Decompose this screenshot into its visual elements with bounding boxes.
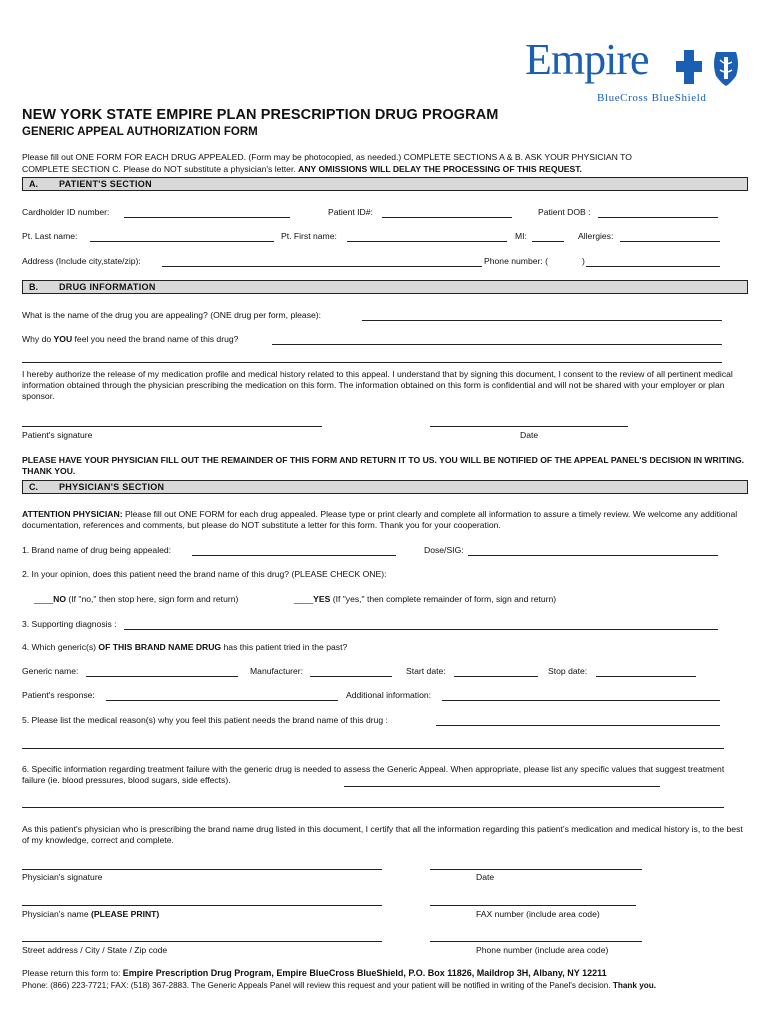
brand-reason-question (22, 334, 238, 345)
physician-signature-line[interactable] (22, 869, 382, 870)
cardholder-label: Cardholder ID number: (22, 207, 110, 217)
manufacturer-label: Manufacturer: (250, 666, 304, 676)
instructions-line-2 (22, 164, 582, 175)
allergies-field[interactable] (620, 241, 720, 242)
brand-name-label: 1. Brand name of drug being appealed: (22, 545, 172, 555)
no-blank[interactable]: ____ (34, 594, 54, 604)
patient-signature-line[interactable] (22, 426, 322, 427)
patient-dob-label: Patient DOB : (538, 207, 591, 217)
no-label: NO (53, 594, 67, 604)
yes-text: (If "yes," then complete remainder of form, sign and return) (330, 594, 557, 604)
physician-date-label: Date (476, 872, 495, 882)
section-c-header (22, 480, 748, 494)
physician-name-label (22, 909, 159, 920)
patient-dob-field[interactable] (598, 217, 718, 218)
label-text: Physician's name (22, 909, 91, 919)
allergies-label: Allergies: (578, 231, 614, 241)
logo-subtitle: BlueCross BlueShield (597, 92, 707, 104)
generic-name-field[interactable] (86, 676, 238, 677)
first-name-field[interactable] (347, 241, 507, 242)
patient-signature-label: Patient's signature (22, 430, 93, 440)
section-label: DRUG INFORMATION (59, 282, 156, 292)
manufacturer-field[interactable] (310, 676, 392, 677)
label-emphasis: (PLEASE PRINT) (91, 909, 160, 919)
brand-reason-field[interactable] (272, 344, 722, 345)
stop-date-field[interactable] (596, 676, 696, 677)
no-checkbox-option[interactable] (34, 594, 238, 605)
patient-id-label: Patient ID#: (328, 207, 373, 217)
footer-thanks: Thank you. (612, 981, 657, 990)
no-text: (If "no," then stop here, sign form and return) (66, 594, 239, 604)
instructions-warning: ANY OMISSIONS WILL DELAY THE PROCESSING OF THIS REQUEST. (298, 164, 582, 174)
dose-sig-field[interactable] (468, 555, 718, 556)
bluecross-blueshield-logo-icon (676, 50, 748, 88)
additional-info-field[interactable] (442, 700, 720, 701)
street-address-line[interactable] (22, 941, 382, 942)
last-name-field[interactable] (90, 241, 274, 242)
fax-label: FAX number (include area code) (476, 909, 600, 919)
section-letter: C. (29, 482, 38, 492)
physician-notice: PLEASE HAVE YOUR PHYSICIAN FILL OUT THE REMAINDER OF THIS FORM AND RETURN IT TO US. YOU WILL BE NOTIFIED OF THE APPEAL PANEL'S DECISION IN WRITING. THANK YOU. (22, 455, 745, 476)
treatment-failure-field-2[interactable] (22, 807, 724, 808)
address-field[interactable] (162, 266, 482, 267)
mi-field[interactable] (532, 241, 564, 242)
certification-statement: As this patient's physician who is prescribing the brand name drug listed in this document, I certify that all the information regarding this patient's medication and medical history is, to the best of my knowledge, correct and complete. (22, 824, 743, 845)
phone-close-paren: ) (582, 256, 585, 266)
street-address-label: Street address / City / State / Zip code (22, 945, 168, 955)
brand-reason-field-2[interactable] (22, 362, 722, 363)
section-label: PHYSICIAN'S SECTION (59, 482, 165, 492)
brand-name-field[interactable] (192, 555, 396, 556)
mi-label: MI: (515, 231, 527, 241)
generic-name-label: Generic name: (22, 666, 79, 676)
cardholder-field[interactable] (124, 217, 290, 218)
attention-text: Please fill out ONE FORM for each drug appealed. Please type or print clearly and complete all information to assure a timely review. We welcome any additional documentation, references and comments, but please do NOT substitute a letter for this form. Thank you for your cooperation. (22, 509, 738, 530)
physician-name-line[interactable] (22, 905, 382, 906)
start-date-label: Start date: (406, 666, 446, 676)
treatment-failure-label: 6. Specific information regarding treatment failure with the generic drug is needed to assess the Generic Appeal. When appropriate, please list any specific values that suggest treatment failure (ie. blood pressures, blood sugars, side effects). (22, 764, 725, 785)
form-subtitle: GENERIC APPEAL AUTHORIZATION FORM (22, 126, 258, 138)
start-date-field[interactable] (454, 676, 538, 677)
last-name-label: Pt. Last name: (22, 231, 78, 241)
logo-wordmark: Empire (525, 35, 649, 84)
return-label: Please return this form to: (22, 968, 123, 978)
physician-date-line[interactable] (430, 869, 642, 870)
question-emphasis: OF THIS BRAND NAME DRUG (98, 642, 222, 652)
instructions-text: COMPLETE SECTION C. Please do NOT substitute a physician's letter. (22, 164, 296, 174)
generics-question (22, 642, 347, 653)
additional-info-label: Additional information: (346, 690, 432, 700)
footer-contact (22, 980, 656, 991)
physician-signature-label: Physician's signature (22, 872, 103, 882)
phone-label: Phone number: ( (484, 256, 549, 266)
question-text: has this patient tried in the past? (221, 642, 348, 652)
question-emphasis: YOU (53, 334, 73, 344)
section-label: PATIENT'S SECTION (59, 179, 152, 189)
medical-reasons-field[interactable] (436, 725, 720, 726)
return-address-text: Empire Prescription Drug Program, Empire BlueCross BlueShield, P.O. Box 11826, Maildrop 3H, Albany, NY 12211 (122, 968, 607, 978)
yes-blank[interactable]: ____ (294, 594, 314, 604)
dose-sig-label: Dose/SIG: (424, 545, 464, 555)
drug-name-question: What is the name of the drug you are appealing? (ONE drug per form, please): (22, 310, 322, 320)
first-name-label: Pt. First name: (281, 231, 337, 241)
stop-date-label: Stop date: (548, 666, 588, 676)
patient-id-field[interactable] (382, 217, 512, 218)
patient-date-line[interactable] (430, 426, 628, 427)
yes-checkbox-option[interactable] (294, 594, 556, 605)
yes-label: YES (313, 594, 331, 604)
section-b-header (22, 280, 748, 294)
question-text: feel you need the brand name of this drug? (72, 334, 239, 344)
section-a-header (22, 177, 748, 191)
section-letter: A. (29, 179, 38, 189)
need-brand-question: 2. In your opinion, does this patient need the brand name of this drug? (PLEASE CHECK ONE): (22, 569, 387, 579)
return-address (22, 968, 607, 979)
physician-phone-label: Phone number (include area code) (476, 945, 609, 955)
drug-name-field[interactable] (362, 320, 722, 321)
address-label: Address (Include city,state/zip): (22, 256, 141, 266)
section-letter: B. (29, 282, 38, 292)
treatment-failure-field[interactable] (344, 786, 660, 787)
question-text: Why do (22, 334, 54, 344)
attention-label: ATTENTION PHYSICIAN: (22, 509, 123, 519)
response-field[interactable] (106, 700, 338, 701)
patient-date-label: Date (520, 430, 539, 440)
medical-reasons-field-2[interactable] (22, 748, 724, 749)
physician-phone-line[interactable] (430, 941, 642, 942)
attention-physician (22, 509, 748, 531)
form-title: NEW YORK STATE EMPIRE PLAN PRESCRIPTION DRUG PROGRAM (22, 107, 499, 123)
fax-line[interactable] (430, 905, 636, 906)
question-text: 4. Which generic(s) (22, 642, 99, 652)
diagnosis-field[interactable] (124, 629, 718, 630)
footer-contact-text: Phone: (866) 223-7721; FAX: (518) 367-2883. The Generic Appeals Panel will review this request and your patient will be notified in writing of the Panel's decision. (22, 981, 611, 990)
instructions-line-1: Please fill out ONE FORM FOR EACH DRUG APPEALED. (Form may be photocopied, as needed.) COMPLETE SECTIONS A & B. ASK YOUR PHYSICIAN TO (22, 152, 632, 162)
authorization-statement: I hereby authorize the release of my medication profile and medical history related to this appeal. I understand that by signing this document, I consent to the review of all pertinent medical information obtained through the physician prescribing the medication on this form. The information obtained on this form is confidential and will not be shared with your employer or plan sponsor. (22, 369, 733, 401)
medical-reasons-label: 5. Please list the medical reason(s) why you feel this patient needs the brand name of this drug : (22, 715, 388, 725)
response-label: Patient's response: (22, 690, 95, 700)
diagnosis-label: 3. Supporting diagnosis : (22, 619, 117, 629)
phone-field[interactable] (586, 266, 720, 267)
